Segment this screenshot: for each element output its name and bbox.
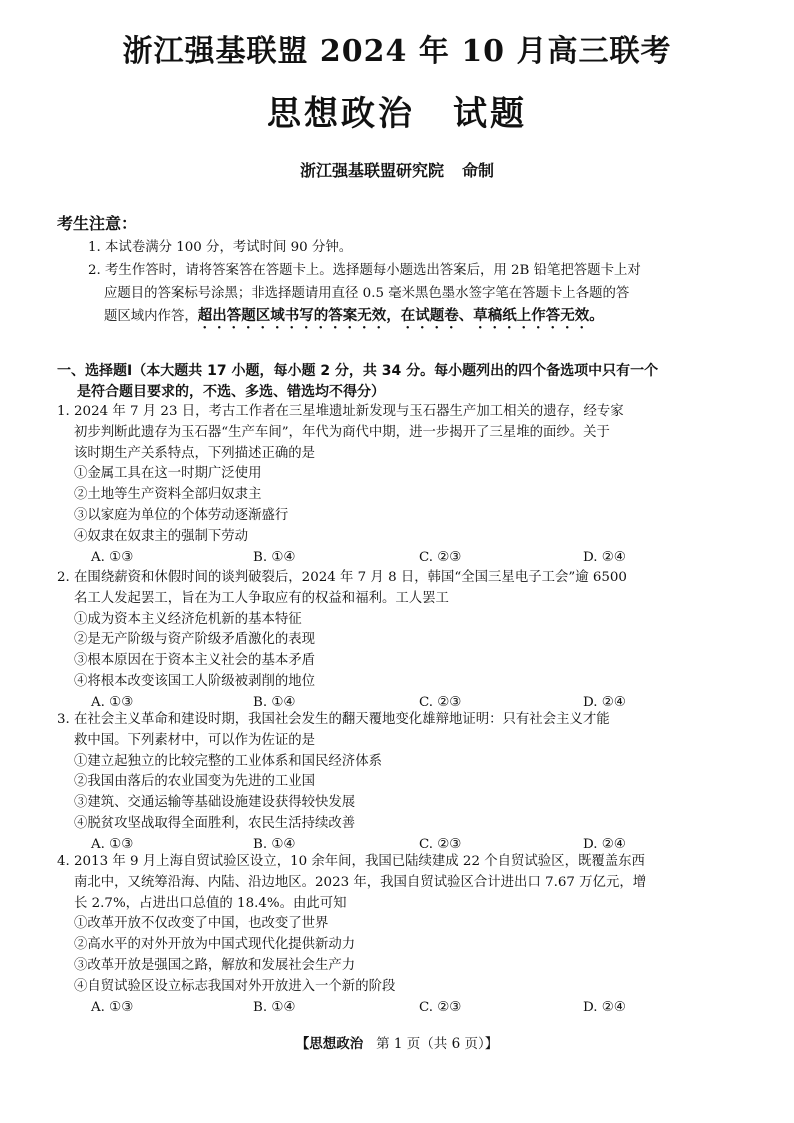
question-option: ②土地等生产资料全部归奴隶主 bbox=[74, 487, 262, 503]
choice-d: D. ②④ bbox=[583, 836, 626, 852]
question-stem-line: 1. 2024 年 7 月 23 日，考古工作者在三星堆遗址新发现与玉石器生产加工相关的遗存，经专家 bbox=[57, 404, 624, 419]
producer-suffix: 命制 bbox=[462, 161, 495, 180]
choice-c: C. ②③ bbox=[419, 836, 462, 852]
choice-d: D. ②④ bbox=[583, 999, 626, 1015]
question-option: ④将根本改变该国工人阶级被剥削的地位 bbox=[74, 673, 316, 689]
choice-d: D. ②④ bbox=[583, 549, 626, 565]
notice-item-2-line3: 题区域内作答， bbox=[104, 309, 198, 324]
footer-subject: 【思想政治 bbox=[295, 1036, 364, 1052]
choice-b: B. ①④ bbox=[253, 836, 296, 852]
question-4 bbox=[57, 852, 737, 1019]
question-stem-line: 救中国。下列素材中，可以作为佐证的是 bbox=[74, 732, 316, 748]
question-option: ②高水平的对外开放为中国式现代化提供新动力 bbox=[74, 937, 356, 953]
question-option: ③根本原因在于资本主义社会的基本矛盾 bbox=[74, 653, 316, 669]
notice-item-1: 1. 本试卷满分 100 分，考试时间 90 分钟。 bbox=[88, 240, 353, 255]
producer-line bbox=[0, 158, 794, 181]
subject-name: 思想政治 bbox=[267, 94, 415, 134]
notice-item-2-line1: 2. 考生作答时，请将答案答在答题卡上。选择题每小题选出答案后，用 2B 铅笔把答题卡上对 bbox=[88, 263, 641, 278]
notice-item-2 bbox=[88, 259, 728, 332]
question-option: ①金属工具在这一时期广泛使用 bbox=[74, 466, 262, 482]
question-option: ③建筑、交通运输等基础设施建设获得较快发展 bbox=[74, 795, 356, 811]
question-option: ③以家庭为单位的个体劳动逐渐盛行 bbox=[74, 507, 289, 523]
question-2 bbox=[57, 568, 737, 714]
question-option: ①建立起独立的比较完整的工业体系和国民经济体系 bbox=[74, 753, 382, 769]
question-option: ④自贸试验区设立标志我国对外开放进入一个新的阶段 bbox=[74, 978, 396, 994]
choice-b: B. ①④ bbox=[253, 549, 296, 565]
footer-page-number: 第 1 页（共 6 页）】 bbox=[376, 1036, 499, 1052]
question-option: ④奴隶在奴隶主的强制下劳动 bbox=[74, 528, 249, 544]
question-stem-line: 南北中，又统筹沿海、内陆、沿边地区。2023 年，我国自贸试验区合计进出口 7.67 万亿元，增 bbox=[74, 874, 647, 890]
question-stem-line: 初步判断此遗存为玉石器“生产车间”，年代为商代中期，进一步揭开了三星堆的面纱。关于 bbox=[74, 424, 610, 440]
choice-c: C. ②③ bbox=[419, 999, 462, 1015]
question-option: ①改革开放不仅改变了中国，也改变了世界 bbox=[74, 916, 329, 932]
question-3 bbox=[57, 710, 737, 856]
section-heading-line2: 是符合题目要求的，不选、多选、错选均不得分） bbox=[77, 384, 385, 400]
question-stem-line: 4. 2013 年 9 月上海自贸试验区设立，10 余年间，我国已陆续建成 22 个自贸试验区，既覆盖东西 bbox=[57, 854, 645, 869]
question-option: ②是无产阶级与资产阶级矛盾激化的表现 bbox=[74, 632, 316, 648]
section-heading-line1: 一、选择题Ⅰ（本大题共 17 小题，每小题 2 分，共 34 分。每小题列出的四个备选项中只有一个 bbox=[57, 363, 659, 379]
choice-a: A. ①③ bbox=[91, 549, 134, 565]
choice-c: C. ②③ bbox=[419, 694, 462, 710]
choice-a: A. ①③ bbox=[91, 836, 134, 852]
question-option: ②我国由落后的农业国变为先进的工业国 bbox=[74, 774, 316, 790]
choice-b: B. ①④ bbox=[253, 694, 296, 710]
choice-a: A. ①③ bbox=[91, 999, 134, 1015]
question-1 bbox=[57, 402, 737, 569]
choice-c: C. ②③ bbox=[419, 549, 462, 565]
page-footer bbox=[0, 1032, 794, 1052]
question-stem-line: 长 2.7%，占进出口总值的 18.4%。由此可知 bbox=[74, 895, 347, 911]
choice-a: A. ①③ bbox=[91, 694, 134, 710]
choice-b: B. ①④ bbox=[253, 999, 296, 1015]
question-option: ③改革开放是强国之路，解放和发展社会生产力 bbox=[74, 957, 356, 973]
answer-choices bbox=[57, 998, 737, 1019]
question-stem-line: 2. 在围绕薪资和休假时间的谈判破裂后，2024 年 7 月 8 日，韩国“全国三星电子工会”逾 6500 bbox=[57, 570, 627, 585]
question-stem-line: 名工人发起罢工，旨在为工人争取应有的权益和福利。工人罢工 bbox=[74, 590, 449, 606]
choice-d: D. ②④ bbox=[583, 694, 626, 710]
question-option: ④脱贫攻坚战取得全面胜利，农民生活持续改善 bbox=[74, 815, 356, 831]
answer-choices bbox=[57, 548, 737, 569]
section-heading bbox=[57, 361, 737, 403]
question-stem-line: 3. 在社会主义革命和建设时期，我国社会发生的翻天覆地变化雄辩地证明：只有社会主义才能 bbox=[57, 712, 610, 727]
producer-name: 浙江强基联盟研究院 bbox=[299, 161, 444, 180]
exam-main-title: 浙江强基联盟 2024 年 10 月高三联考 bbox=[122, 34, 672, 69]
subject-title bbox=[0, 86, 794, 135]
notice-item-2-line2: 应题目的答案标号涂黑；非选择题请用直径 0.5 毫米黑色墨水签字笔在答题卡上各题的答 bbox=[104, 286, 630, 301]
notice-title: 考生注意： bbox=[57, 214, 138, 233]
question-stem-line: 该时期生产关系特点，下列描述正确的是 bbox=[74, 445, 316, 461]
notice-emphasis: 超出答题区域书写的答案无效，在试题卷、草稿纸上作答无效。 bbox=[197, 308, 604, 324]
subject-suffix: 试题 bbox=[453, 94, 527, 134]
question-option: ①成为资本主义经济危机新的基本特征 bbox=[74, 611, 302, 627]
